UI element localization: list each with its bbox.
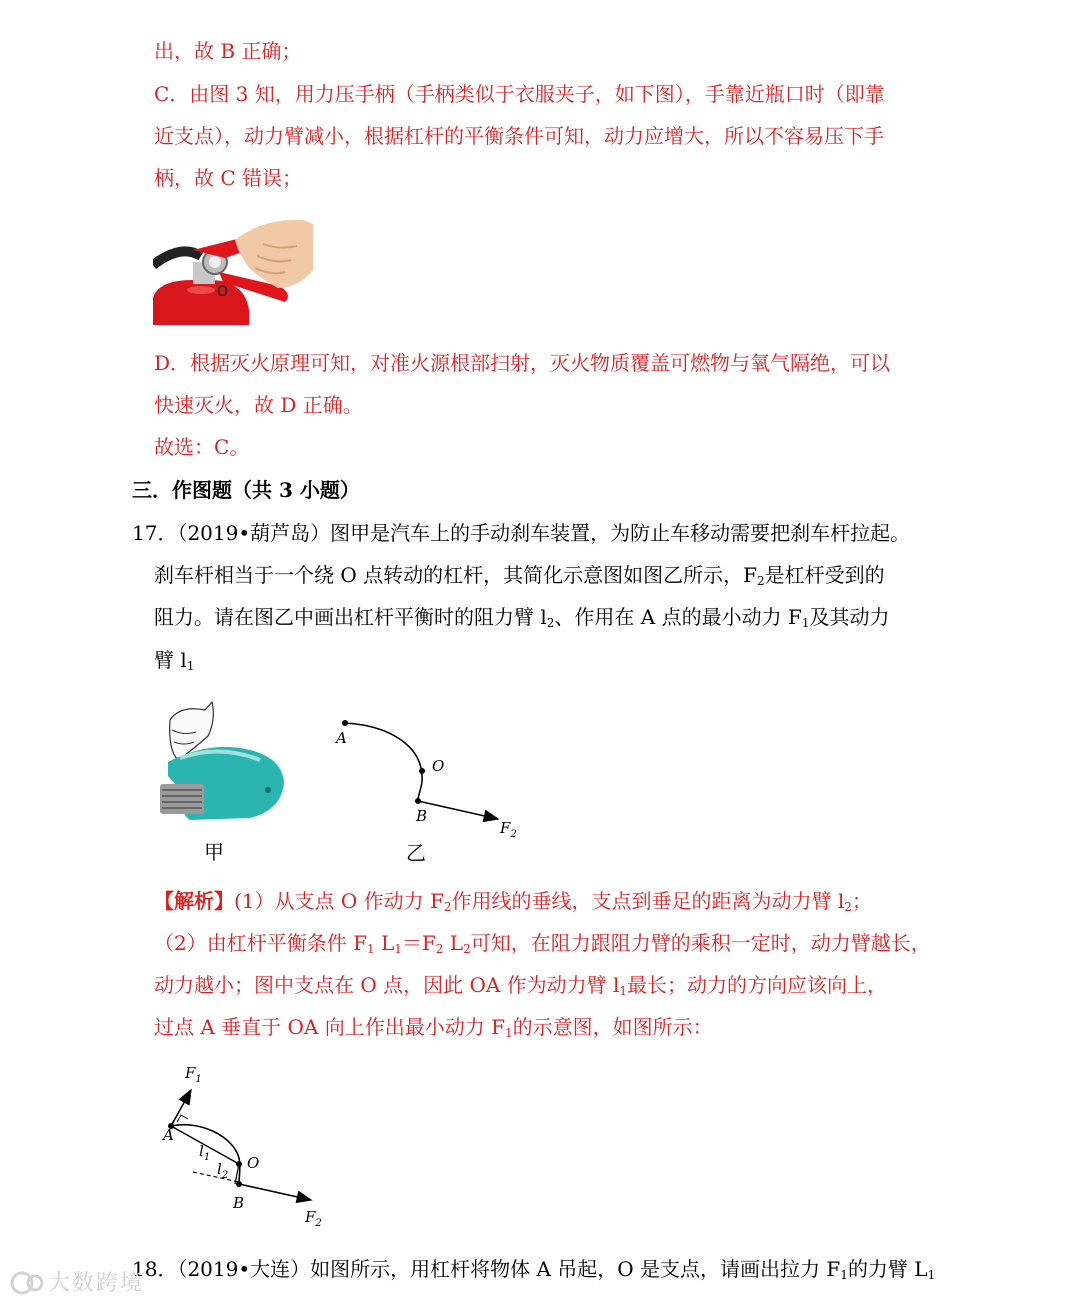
figure-jia-label: 甲: [204, 840, 224, 864]
label-a: A: [163, 1126, 174, 1144]
force-f2-arrow: [239, 1184, 311, 1200]
solution-figure: [155, 1060, 345, 1235]
point-a: [342, 720, 348, 726]
extinguisher-photo: [153, 210, 313, 325]
force-f1-arrow: [171, 1090, 191, 1126]
label-o: O: [432, 757, 445, 775]
question-17-text: 刹车杆相当于一个绕 O 点转动的杠杆，其简化示意图如图乙所示，$F_2$是杠杆受到的: [154, 563, 885, 588]
solution-text: 动力越小；图中支点在 O 点，因此 OA 作为动力臂 $l_1$最长；动力的方向应该向上，: [154, 973, 888, 998]
explanation-line: 出，故 B 正确；: [154, 39, 302, 63]
solution-text: 过点 A 垂直于 OA 向上作出最小动力 $F_1$的示意图，如图所示：: [154, 1015, 713, 1040]
solution-text: 【解析】(1）从支点 O 作动力 $F_2$作用线的垂线，支点到垂足的距离为动力臂 $l_2$；: [154, 889, 872, 914]
watermark-text: 大数跨境: [48, 1271, 145, 1296]
section-title: 三．作图题（共 3 小题）: [132, 478, 360, 502]
point-o: [419, 768, 425, 774]
arm-l2-dashed: [193, 1172, 239, 1182]
watermark-logo-icon: [8, 1268, 48, 1298]
figure-yi-label: 乙: [406, 841, 426, 865]
option-c-explanation: C．由图 3 知，用力压手柄（手柄类似于衣服夹子，如下图），手靠近瓶口时（即靠: [154, 82, 885, 106]
label-f2: $F_2$: [500, 819, 517, 840]
question-17-text: 阻力。请在图乙中画出杠杆平衡时的阻力臂 $l_2$、作用在 A 点的最小动力 $F_1$及其动力: [154, 605, 890, 630]
option-d-explanation: 快速灭火，故 D 正确。: [154, 393, 363, 417]
label-f1: $F_1$: [185, 1064, 202, 1085]
answer-choice: 故选：C。: [154, 435, 250, 459]
lever-curve: [345, 723, 422, 801]
handbrake-photo: [150, 700, 290, 828]
label-l1: $l_1$: [199, 1142, 211, 1163]
extinguisher-illustration: [153, 210, 313, 325]
lever-diagram: [330, 705, 530, 845]
photo-label-o: O: [217, 284, 229, 300]
question-18-text: 18．（2019•大连）如图所示，用杠杆将物体 A 吊起，O 是支点，请画出拉力 $F_1$的力臂 $L_1$: [132, 1257, 936, 1282]
label-o: O: [247, 1154, 260, 1172]
label-l2: $l_2$: [217, 1160, 229, 1181]
option-c-explanation: 柄，故 C 错误；: [154, 166, 303, 190]
option-d-explanation: D．根据灭火原理可知，对准火源根部扫射，灭火物质覆盖可燃物与氧气隔绝，可以: [154, 351, 891, 375]
question-17-text: 17．（2019•葫芦岛）图甲是汽车上的手动刹车装置，为防止车移动需要把刹车杆拉起。: [132, 521, 911, 545]
question-17-text: 臂 $l_1$: [154, 648, 195, 673]
right-angle-mark: [177, 1115, 188, 1122]
point-o: [236, 1161, 242, 1167]
force-f2-arrow: [418, 801, 498, 819]
figure-yi: [330, 705, 530, 865]
figure-jia: [150, 700, 290, 864]
label-a: A: [336, 729, 347, 747]
option-c-explanation: 近支点），动力臂减小，根据杠杆的平衡条件可知，动力应增大，所以不容易压下手: [154, 124, 884, 148]
solution-text: （2）由杠杆平衡条件 $F_1$ $L_1=F_2$ $L_2$可知，在阻力跟阻力臂的乘积一定时，动力臂越长，: [154, 931, 931, 956]
label-f2: $F_2$: [305, 1208, 322, 1229]
label-b: B: [416, 807, 428, 825]
solution-lever-diagram: [155, 1060, 345, 1235]
label-b: B: [233, 1194, 245, 1212]
